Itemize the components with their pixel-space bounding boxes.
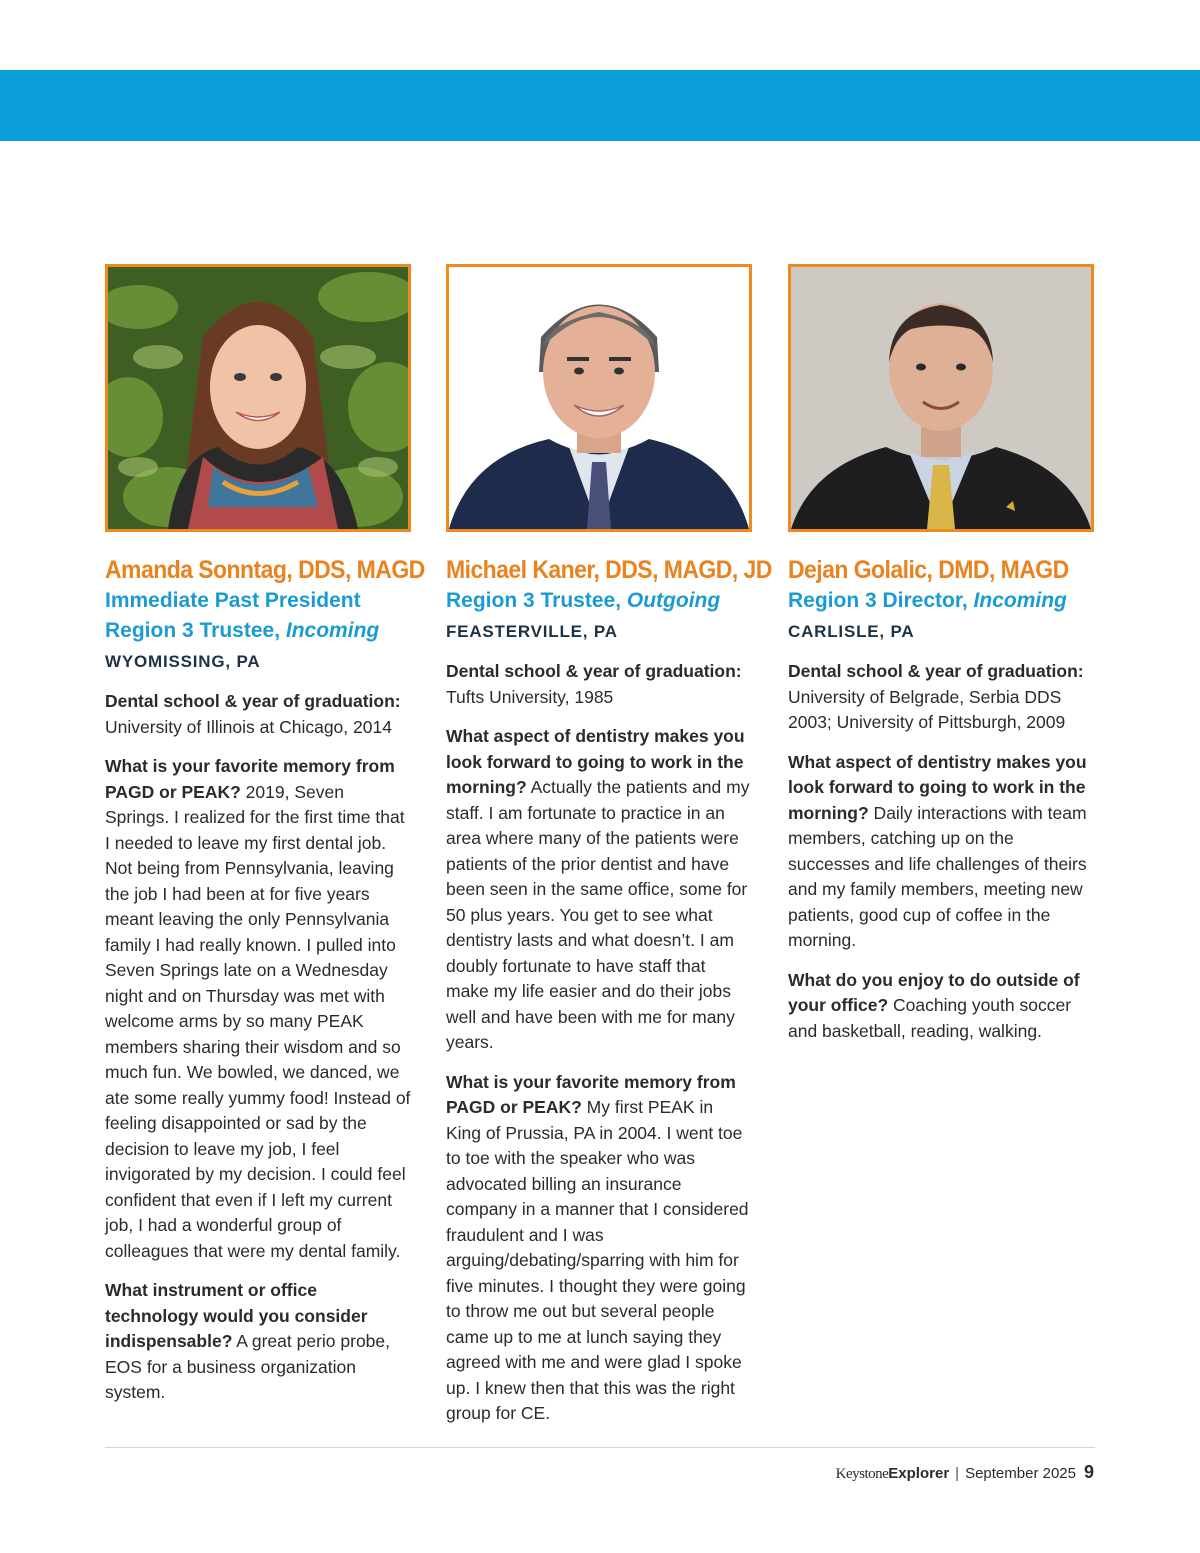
qa-item bbox=[446, 659, 752, 710]
header-band bbox=[0, 70, 1200, 141]
answer: A great perio probe, EOS for a business organization system. bbox=[105, 1331, 391, 1402]
question: What is your favorite memory from PAGD or PEAK? bbox=[105, 756, 395, 802]
profile-dejan-golalic bbox=[788, 264, 1094, 1044]
profile-amanda-sonntag bbox=[105, 264, 425, 1406]
question: Dental school & year of graduation: bbox=[105, 691, 401, 711]
portrait-photo bbox=[788, 264, 1094, 532]
qa-item bbox=[788, 968, 1094, 1045]
qa-item bbox=[105, 1278, 411, 1406]
question: What aspect of dentistry makes you look forward to going to work in the morning? bbox=[788, 751, 1087, 823]
portrait-image bbox=[791, 267, 1091, 529]
question: What do you enjoy to do outside of your office? bbox=[788, 969, 1080, 1015]
page-number: 9 bbox=[1083, 1462, 1094, 1482]
location: FEASTERVILLE, PA bbox=[446, 622, 618, 641]
person-name: Michael Kaner, DDS, MAGD, JD bbox=[446, 556, 772, 584]
question: Dental school & year of graduation: bbox=[788, 661, 1084, 681]
answer: University of Belgrade, Serbia DDS 2003; University of Pittsburgh, 2009 bbox=[788, 686, 1066, 732]
location: CARLISLE, PA bbox=[788, 622, 915, 641]
footer-separator: | bbox=[955, 1465, 960, 1482]
answer: Daily interactions with team members, catching up on the successes and life challenges of theirs and my family members, meeting new patients, good cup of coffee in the morning. bbox=[788, 802, 1087, 950]
portrait-photo bbox=[105, 264, 411, 532]
qa-item bbox=[446, 724, 752, 1056]
answer: 2019, Seven Springs. I realized for the first time that I needed to leave my first dental job. Not being from Pennsylvania, leaving the job I had been at for five years meant leaving the only Pennsylvania family I had really known. I pulled into Seven Springs late on a Wednesday night and on Thursday was met with welcome arms by so many PEAK members sharing their wisdom and so much fun. We bowled, we danced, we ate some really yummy food! Instead of feeling disappointed or sad by the decision to leave my job, I feel invigorated by my decision. I could feel confident that even if I left my current job, I had a wonderful group of colleagues that were my dental family. bbox=[105, 781, 411, 1261]
portrait-image bbox=[108, 267, 408, 529]
person-name: Dejan Golalic, DMD, MAGD bbox=[788, 556, 1069, 584]
answer: Tufts University, 1985 bbox=[446, 686, 614, 707]
role-line: Immediate Past President bbox=[105, 589, 361, 612]
publication-name-part1: Keystone bbox=[835, 1466, 889, 1482]
role-line: Region 3 Director, Incoming bbox=[788, 589, 1067, 612]
qa-item bbox=[788, 659, 1094, 736]
qa-item bbox=[105, 689, 411, 740]
answer: Coaching youth soccer and basketball, reading, walking. bbox=[788, 995, 1072, 1041]
question: What instrument or office technology would you consider indispensable? bbox=[105, 1280, 368, 1351]
question: Dental school & year of graduation: bbox=[446, 661, 742, 681]
qa-item bbox=[788, 750, 1094, 954]
qa-item bbox=[105, 754, 411, 1264]
issue-date: September 2025 bbox=[965, 1465, 1076, 1482]
question: What is your favorite memory from PAGD or PEAK? bbox=[446, 1071, 736, 1117]
page-footer bbox=[836, 1462, 1094, 1483]
answer: My first PEAK in King of Prussia, PA in 2004. I went toe to toe with the speaker who was advocated billing an insurance company in a manner that I considered fraudulent and I was arguing/debating/sparring with him for five minutes. I thought they were going to throw me out but several people came up to me at lunch saying they agreed with me and were glad I spoke up. I knew then that this was the right group for CE. bbox=[446, 1097, 749, 1423]
qa-item bbox=[446, 1070, 752, 1427]
role-line: Region 3 Trustee, Outgoing bbox=[446, 589, 721, 612]
answer: University of Illinois at Chicago, 2014 bbox=[105, 716, 392, 737]
role-line: Region 3 Trustee, Incoming bbox=[105, 619, 380, 642]
location: WYOMISSING, PA bbox=[105, 652, 261, 671]
answer: Actually the patients and my staff. I am fortunate to practice in an area where many of the patients were patients of the prior dentist and have been seen in the same office, some for 50 plus years. You get to see what dentistry lasts and what doesn’t. I am doubly fortunate to have staff that make my life easier and do their jobs well and have been with me for many years. bbox=[446, 777, 750, 1052]
publication-name-part2: Explorer bbox=[888, 1465, 950, 1482]
footer-divider bbox=[105, 1447, 1095, 1448]
question: What aspect of dentistry makes you look forward to going to work in the morning? bbox=[446, 726, 745, 797]
portrait-image bbox=[449, 267, 749, 529]
profile-michael-kaner bbox=[446, 264, 772, 1427]
portrait-photo bbox=[446, 264, 752, 532]
person-name: Amanda Sonntag, DDS, MAGD bbox=[105, 556, 425, 584]
